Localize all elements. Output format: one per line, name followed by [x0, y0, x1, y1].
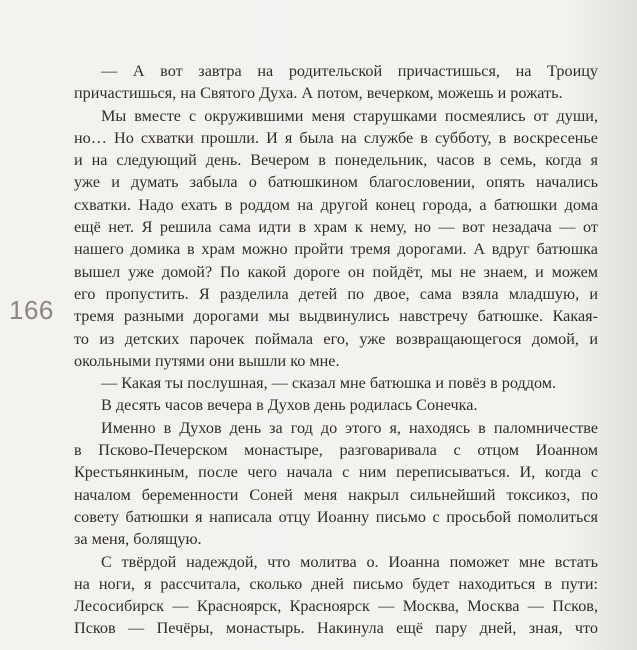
text-line: в Псково-Печерском монастыре, разговаривала с отцом Иоанном [74, 441, 598, 460]
text-line: ещё нет. Я решила сама идти в храм к нему, но — вот незадача — от [74, 218, 598, 237]
text-line: за меня, болящую. [74, 530, 202, 549]
text-line: началом беременности Соней меня накрыл сильнейший токсикоз, по [74, 485, 598, 504]
text-line: Крестьянкиным, после чего начала с ним переписываться. И, когда с [74, 463, 598, 482]
text-line: схватки. Надо ехать в роддом на другой конец города, а батюшки дома [74, 195, 598, 214]
body-text [74, 60, 598, 640]
text-line: окольными путями они вышли ко мне. [74, 351, 340, 370]
text-line: Мы вместе с окружившими меня старушками посмеялись от души, [101, 106, 598, 125]
text-line: причастишься, на Святого Духа. А потом, вечерком, можешь и рожать. [74, 84, 563, 103]
text-line: нашего домика в храм можно пройти тремя дорогами. А вдруг батюшка [74, 240, 598, 259]
text-line: — А вот завтра на родительской причастишься, на Троицу [101, 62, 598, 80]
text-line: Лесосибирск — Красноярск, Красноярск — Москва, Москва — Псков, [74, 597, 598, 616]
text-line: его пропустить. Я разделила детей по двое, сама взяла младшую, и [74, 284, 598, 303]
text-line: на ноги, я рассчитала, сколько дней письмо будет находиться в пути: [74, 574, 598, 593]
text-line: Именно в Духов день за год до этого я, находясь в паломничестве [101, 418, 598, 437]
text-line: С твёрдой надеждой, что молитва о. Иоанна поможет мне встать [101, 552, 598, 571]
text-line: тремя разными дорогами мы выдвинулись навстречу батюшке. Какая- [74, 307, 598, 326]
text-line: и на следующий день. Вечером в понедельник, часов в семь, когда я [74, 151, 598, 170]
text-line: но… Но схватки прошли. И я была на службе в субботу, в воскресенье [74, 128, 598, 147]
text-line: — Какая ты послушная, — сказал мне батюшка и повёз в роддом. [101, 374, 557, 393]
text-line: Псков — Печёры, монастырь. Накинула ещё пару дней, зная, что [74, 619, 598, 638]
page-number: 166 [9, 295, 54, 325]
text-line: то из детских парочек поймала его, уже возвращающегося домой, и [74, 329, 598, 348]
text-line: вышел уже домой? По какой дороге он пойдёт, мы не знаем, и можем [74, 262, 598, 281]
text-line: совету батюшки я написала отцу Иоанну письмо с просьбой помолиться [74, 507, 598, 526]
text-line: уже и думать забыла о батюшкином благословении, опять начались [74, 173, 598, 192]
text-line: В десять часов вечера в Духов день родилась Сонечка. [101, 396, 478, 415]
